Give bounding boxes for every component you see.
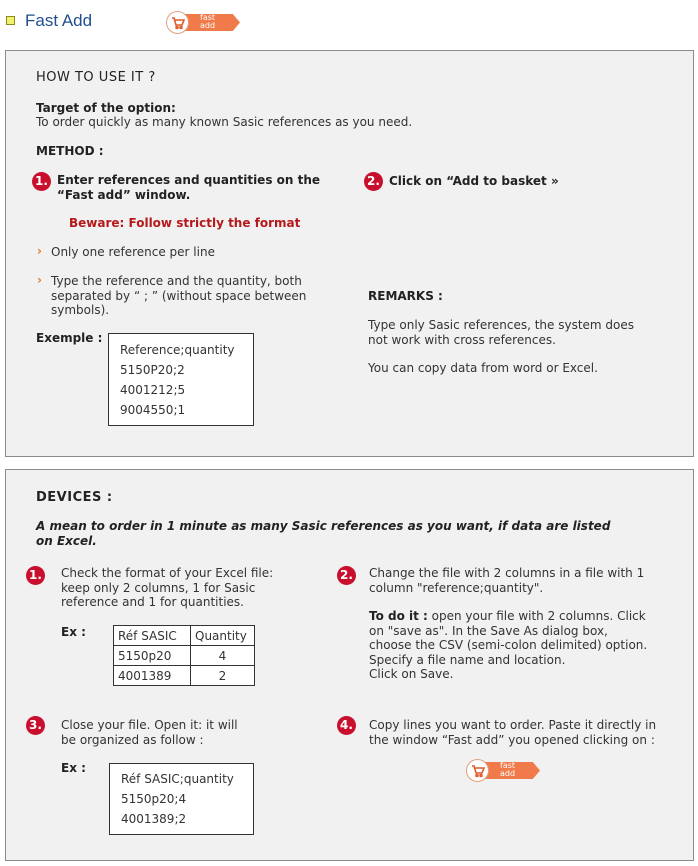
ex2-box [109, 763, 254, 835]
step-1-text: Enter references and quantities on the “Fast add” window. [57, 173, 321, 202]
remarks-copy: You can copy data from word or Excel. [368, 361, 598, 375]
fast-add-text: fast add [500, 761, 516, 778]
excel-table [113, 625, 255, 686]
target-text: To order quickly as many known Sasic references as you need. [36, 115, 413, 129]
table-cell: 2 [191, 666, 255, 686]
beware-text: Beware: Follow strictly the format [69, 216, 301, 230]
remarks-label: REMARKS : [368, 289, 443, 303]
cart-circle [166, 11, 189, 34]
table-header-cell: Réf SASIC [114, 626, 191, 646]
ex2-label: Ex : [61, 761, 86, 775]
ex-label: Ex : [61, 625, 86, 639]
chevron-right-icon: › [37, 273, 42, 287]
table-cell: 4 [191, 646, 255, 666]
ex2-line: 4001389;2 [121, 812, 187, 826]
remarks-text: Type only Sasic references, the system does not work with cross references. [368, 318, 635, 347]
todo-text: To do it : open your file with 2 columns. Click on "save as". In the Save As dialog box, choose the CSV (semi-colon delimited) option. Specify a file name and location. Click on Save. [369, 609, 648, 681]
rule-2-text: Type the reference and the quantity, both separated by “ ; ” (without space between symbols). [51, 274, 307, 317]
table-cell: 5150p20 [114, 646, 191, 666]
exemple-line: 4001212;5 [120, 383, 186, 397]
device-step-3-text: Close your file. Open it: it will be organized as follow : [61, 718, 238, 747]
device-step-4-text: Copy lines you want to order. Paste it directly in the window “Fast add” you opened clicking on : [369, 718, 657, 747]
table-cell: 4001389 [114, 666, 191, 686]
exemple-line: 5150P20;2 [120, 363, 185, 377]
page-title: Fast Add [25, 11, 93, 30]
cart-icon [171, 16, 185, 30]
fast-add-button[interactable] [466, 759, 546, 782]
device-step-1-badge: 1. [26, 566, 45, 585]
device-step-4-badge: 4. [337, 716, 356, 735]
step-2-text: Click on “Add to basket » [389, 174, 559, 188]
how-to-panel [5, 50, 694, 457]
ex2-line: 5150p20;4 [121, 792, 187, 806]
exemple-label: Exemple : [36, 331, 103, 345]
device-step-2-badge: 2. [337, 566, 356, 585]
device-step-3-badge: 3. [26, 716, 45, 735]
step-1-badge: 1. [32, 172, 51, 191]
devices-heading: DEVICES : [36, 490, 113, 505]
table-header-cell: Quantity [191, 626, 255, 646]
step-2-badge: 2. [364, 172, 383, 191]
table-header-row [114, 626, 255, 646]
fast-add-text: fast add [200, 13, 216, 30]
method-label: METHOD : [36, 144, 104, 158]
target-label: Target of the option: [36, 101, 176, 115]
devices-panel [5, 469, 694, 861]
chevron-right-icon: › [37, 244, 42, 258]
how-to-heading: HOW TO USE IT ? [36, 70, 156, 85]
rule-1-text: Only one reference per line [51, 245, 215, 259]
cart-circle [466, 759, 489, 782]
table-row [114, 646, 255, 666]
exemple-line: 9004550;1 [120, 403, 186, 417]
exemple-box [108, 333, 254, 426]
device-step-2-text: Change the file with 2 columns in a file with 1 column "reference;quantity". [369, 566, 645, 595]
ex2-line: Réf SASIC;quantity [121, 772, 234, 786]
device-step-1-text: Check the format of your Excel file: keep only 2 columns, 1 for Sasic reference and 1 for quantities. [61, 566, 274, 609]
fast-add-button[interactable] [166, 11, 246, 34]
exemple-line: Reference;quantity [120, 343, 235, 357]
cart-icon [471, 764, 485, 778]
title-bullet-icon [6, 16, 15, 25]
table-row [114, 666, 255, 686]
devices-intro: A mean to order in 1 minute as many Sasic references as you want, if data are listed on Excel. [36, 519, 611, 548]
todo-label: To do it : [369, 609, 428, 623]
